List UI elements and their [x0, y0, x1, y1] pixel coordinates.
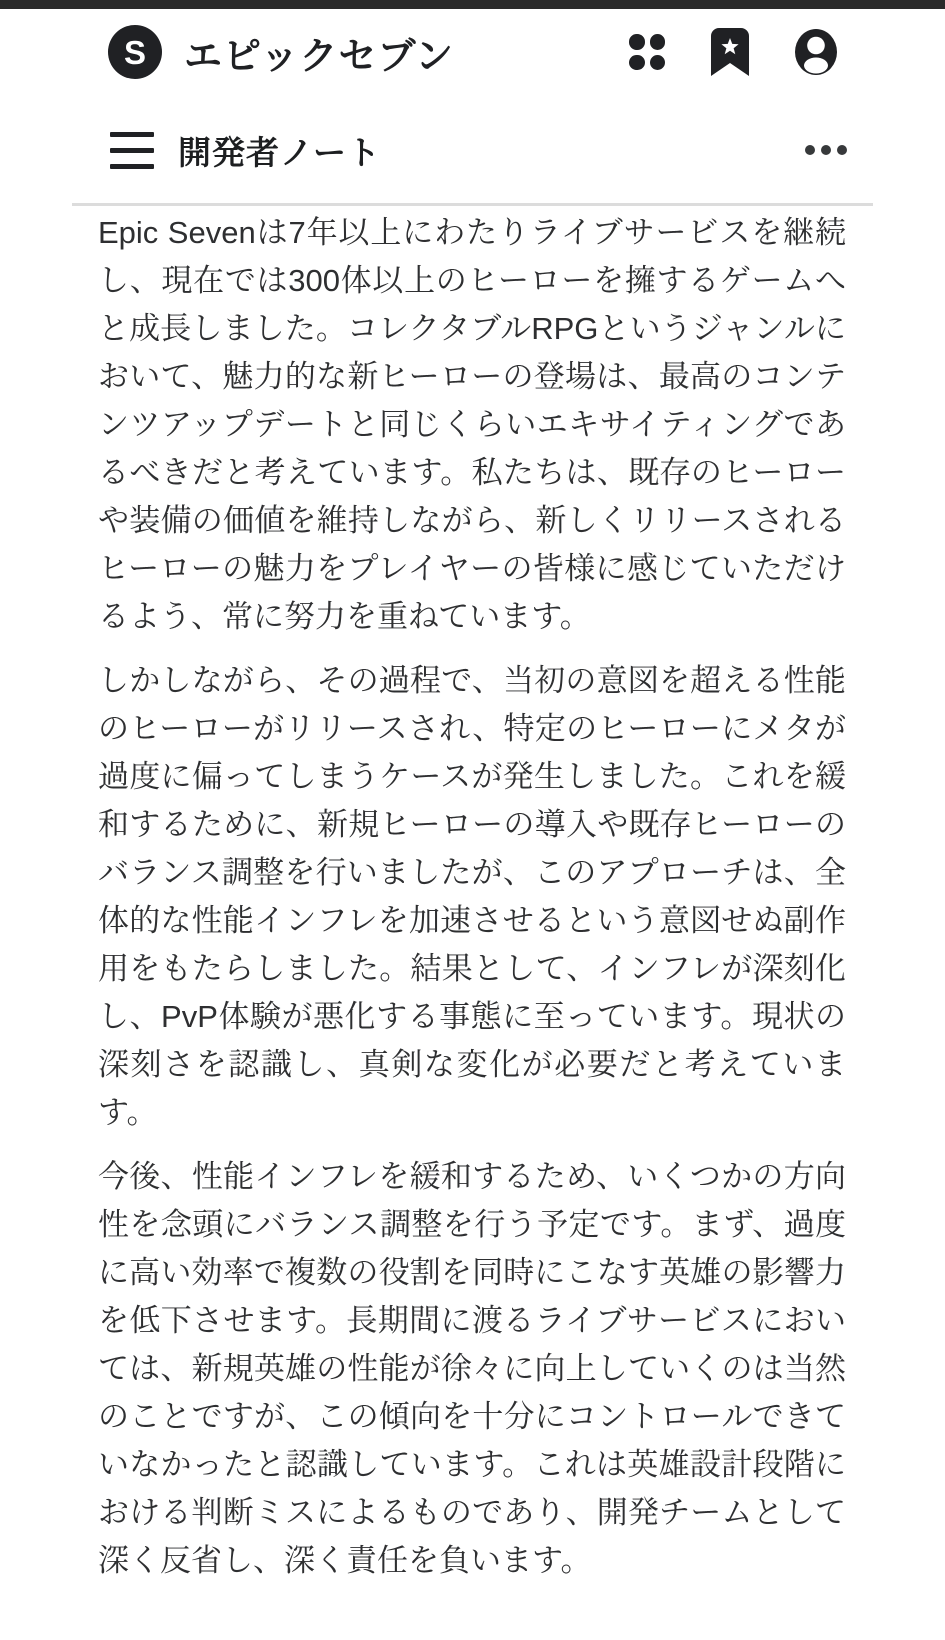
app-title: エピックセブン	[184, 35, 454, 78]
brand-home-link[interactable]	[108, 25, 454, 80]
article-paragraph: Epic Sevenは7年以上にわたりライブサービスを継続し、現在では300体以上のヒーローを擁するゲームへと成長しました。コレクタブルRPGというジャンルにおいて、魅力的な新ヒーローの登場は、最高のコンテンツアップデートと同じくらいエキサイティングであるべきだと考えています。私たちは、既存のヒーローや装備の価値を維持しながら、新しくリリースされるヒーローの魅力をプレイヤーの皆様に感じていただけるよう、常に努力を重ねています。	[98, 215, 846, 634]
status-bar-strip	[0, 0, 945, 9]
stove-logo-icon	[108, 25, 162, 79]
article-paragraph: しかしながら、その過程で、当初の意図を超える性能のヒーローがリリースされ、特定のヒーローにメタが過度に偏ってしまうケースが発生しました。これを緩和するために、新規ヒーローの導入や既存ヒーローのバランス調整を行いましたが、このアプローチは、全体的な性能インフレを加速させるという意図せぬ副作用をもたらしました。結果として、インフレが深刻化し、PvP体験が悪化する事態に至っています。現状の深刻さを認識し、真剣な変化が必要だと考えています。	[98, 663, 846, 1130]
page-title: 開発者ノート	[178, 133, 382, 171]
developer-note-article	[0, 206, 945, 1585]
apps-grid-icon	[629, 34, 665, 70]
header-actions	[629, 28, 837, 76]
page-header	[0, 111, 945, 189]
logo-letter: S	[123, 33, 146, 71]
app-header	[0, 9, 945, 95]
more-options-button[interactable]	[803, 139, 849, 161]
menu-icon	[110, 132, 154, 137]
more-options-icon	[805, 145, 815, 155]
menu-button[interactable]	[110, 132, 154, 169]
apps-menu-button[interactable]	[629, 34, 665, 70]
bookmark-button[interactable]	[711, 28, 749, 76]
profile-button[interactable]	[795, 29, 837, 75]
profile-icon	[795, 29, 837, 75]
bookmark-star-icon	[711, 28, 749, 76]
article-paragraph: 今後、性能インフレを緩和するため、いくつかの方向性を念頭にバランス調整を行う予定です。まず、過度に高い効率で複数の役割を同時にこなす英雄の影響力を低下させます。長期間に渡るライブサービスにおいては、新規英雄の性能が徐々に向上していくのは当然のことですが、この傾向を十分にコントロールできていなかったと認識しています。これは英雄設計段階における判断ミスによるものであり、開発チームとして深く反省し、深く責任を負います。	[98, 1159, 846, 1578]
